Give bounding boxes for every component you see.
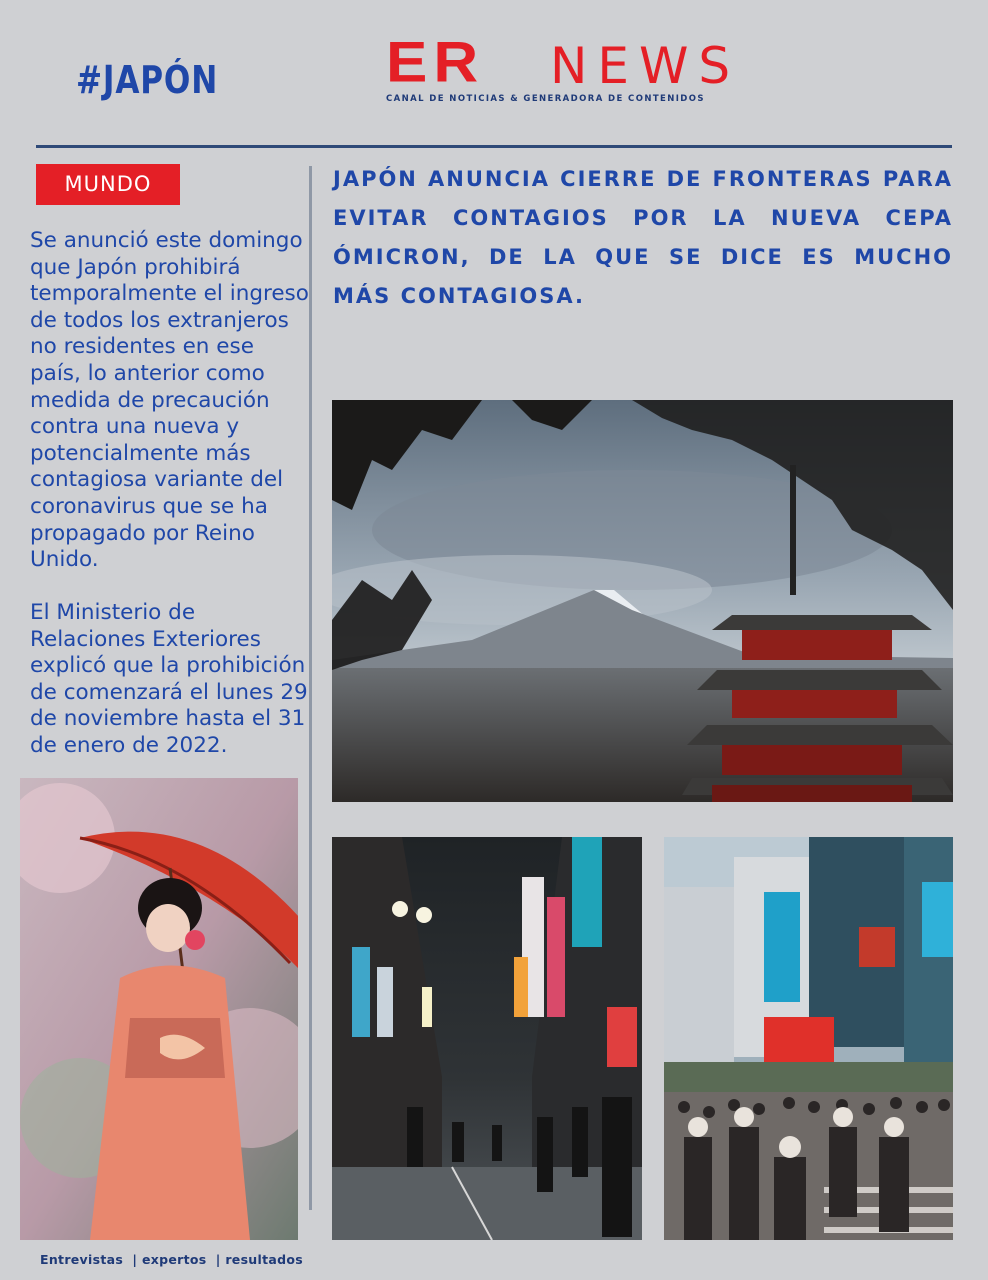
footer-links xyxy=(40,1252,303,1267)
ernews-logo xyxy=(386,30,786,110)
shibuya-crossing-photo xyxy=(664,837,953,1240)
logo-tagline: CANAL DE NOTICIAS & GENERADORA DE CONTENIDOS xyxy=(386,94,705,104)
section-tag: MUNDO xyxy=(36,164,180,205)
mount-fuji-pagoda-photo xyxy=(332,400,953,802)
header-divider xyxy=(36,145,952,148)
footer-separator: | xyxy=(215,1252,221,1267)
tokyo-night-street-photo xyxy=(332,837,642,1240)
body-paragraph-1: Se anunció este domingo que Japón prohibirá temporalmente el ingreso de todos los extranjeros no residentes en ese país, lo anterior como medida de precaución contra una nueva y potencialmente más contagiosa variante del coronavirus que se ha propagado por Reino Unido. xyxy=(30,228,309,573)
footer-item-resultados[interactable]: resultados xyxy=(225,1252,303,1267)
logo-er: ER xyxy=(386,30,485,95)
headline: JAPÓN ANUNCIA CIERRE DE FRONTERAS PARA EVITAR CONTAGIOS POR LA NUEVA CEPA ÓMICRON, DE LA QUE SE DICE ES MUCHO MÁS CONTAGIOSA. xyxy=(333,167,953,308)
woman-kimono-umbrella-photo xyxy=(20,778,298,1240)
body-paragraph-2: El Ministerio de Relaciones Exteriores explicó que la prohibición de comenzará el lunes 29 de noviembre hasta el 31 de enero de 2022. xyxy=(30,600,308,758)
hashtag-title: #JAPÓN xyxy=(76,58,219,102)
logo-news: NEWS xyxy=(550,37,741,95)
footer-item-expertos[interactable]: expertos xyxy=(141,1252,207,1267)
footer-separator: | xyxy=(132,1252,138,1267)
footer-item-entrevistas[interactable]: Entrevistas xyxy=(40,1252,124,1267)
